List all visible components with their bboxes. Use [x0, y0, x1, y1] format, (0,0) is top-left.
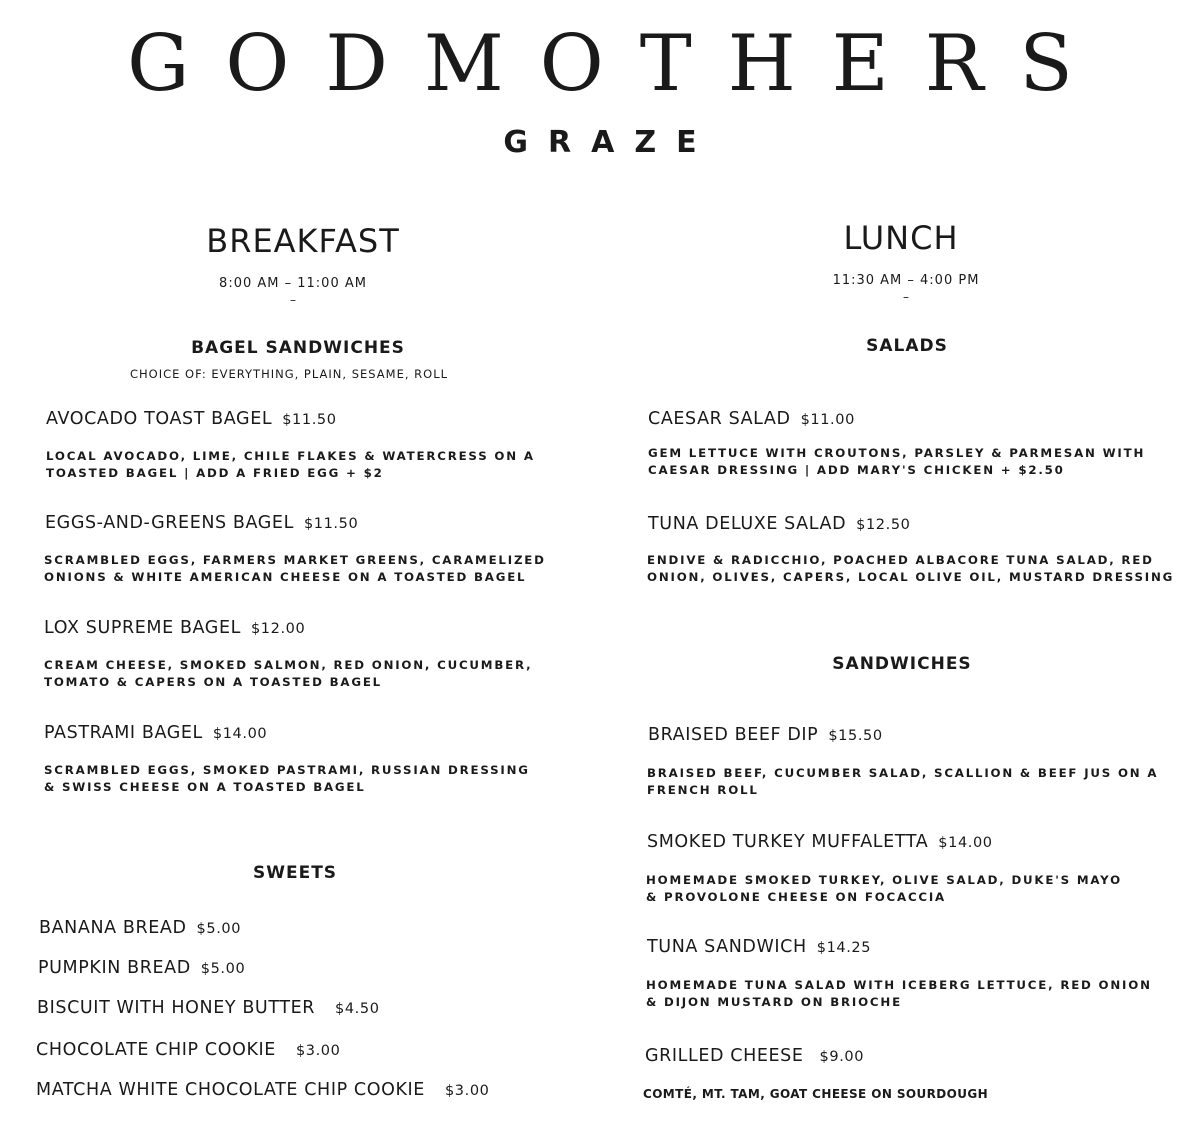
item-description-line: TOASTED BAGEL | ADD A FRIED EGG + $2	[46, 466, 384, 480]
menu-item-name	[44, 723, 267, 743]
item-description	[647, 765, 1158, 799]
item-price: $14.25	[816, 940, 872, 956]
item-price: $3.00	[444, 1083, 490, 1099]
menu-item-name	[648, 725, 883, 745]
item-description-line: ONION, OLIVES, CAPERS, LOCAL OLIVE OIL, MUSTARD DRESSING	[647, 570, 1175, 584]
item-name: BRAISED BEEF DIP	[648, 725, 819, 745]
item-price: $11.00	[800, 412, 855, 428]
item-name: PUMPKIN BREAD	[38, 958, 191, 978]
menu-item-name	[44, 618, 305, 638]
item-description-line: TOMATO & CAPERS ON A TOASTED BAGEL	[44, 675, 382, 689]
item-description-line: ONIONS & WHITE AMERICAN CHEESE ON A TOASTED BAGEL	[44, 570, 527, 584]
item-description-line: SCRAMBLED EGGS, SMOKED PASTRAMI, RUSSIAN DRESSING	[44, 763, 530, 777]
menu-item-name	[648, 409, 855, 429]
item-price: $3.00	[295, 1043, 341, 1059]
bagel-sandwiches-heading: BAGEL SANDWICHES	[191, 338, 405, 358]
sweet-item	[38, 958, 245, 978]
sweets-heading: SWEETS	[252, 863, 338, 883]
item-description-line: CREAM CHEESE, SMOKED SALMON, RED ONION, CUCUMBER,	[44, 658, 533, 672]
item-price: $9.00	[819, 1049, 865, 1065]
item-description-line: SCRAMBLED EGGS, FARMERS MARKET GREENS, CARAMELIZED	[44, 553, 546, 567]
item-description	[46, 448, 535, 482]
item-name: AVOCADO TOAST BAGEL	[46, 409, 273, 429]
restaurant-subtitle: GRAZE	[503, 125, 717, 160]
sweet-item	[36, 1080, 489, 1100]
item-description-line: ENDIVE & RADICCHIO, POACHED ALBACORE TUNA SALAD, RED	[647, 553, 1154, 567]
item-name: BISCUIT WITH HONEY BUTTER	[37, 998, 316, 1018]
menu-item-name	[647, 937, 871, 957]
item-price: $12.50	[856, 517, 911, 533]
item-name: PASTRAMI BAGEL	[44, 723, 203, 743]
sweet-item	[36, 1040, 340, 1060]
item-name: EGGS-AND-GREENS BAGEL	[45, 513, 294, 533]
item-name: TUNA SANDWICH	[647, 937, 807, 957]
breakfast-hours: 8:00 AM – 11:00 AM	[219, 276, 367, 291]
item-description	[44, 657, 532, 691]
item-price: $12.00	[250, 621, 306, 637]
item-price: $15.50	[828, 728, 883, 744]
item-description	[44, 762, 530, 796]
item-name: CAESAR SALAD	[648, 409, 791, 429]
item-name: MATCHA WHITE CHOCOLATE CHIP COOKIE	[36, 1080, 425, 1100]
item-description	[647, 552, 1174, 586]
salads-heading: SALADS	[866, 336, 948, 356]
item-description-line: & SWISS CHEESE ON A TOASTED BAGEL	[44, 780, 366, 794]
menu-item-name	[648, 514, 911, 534]
item-name: BANANA BREAD	[39, 918, 187, 938]
item-description-line: CAESAR DRESSING | ADD MARY'S CHICKEN + $2.50	[648, 463, 1065, 477]
item-description-line: COMTÉ, MT. TAM, GOAT CHEESE ON SOURDOUGH	[643, 1087, 989, 1101]
lunch-title: LUNCH	[843, 219, 959, 257]
sandwiches-heading: SANDWICHES	[832, 654, 972, 674]
item-description-line: LOCAL AVOCADO, LIME, CHILE FLAKES & WATERCRESS ON A	[46, 449, 535, 463]
breakfast-dash: –	[290, 293, 296, 307]
item-price: $5.00	[200, 961, 246, 977]
item-name: TUNA DELUXE SALAD	[648, 514, 847, 534]
sweet-item	[37, 998, 380, 1018]
menu-item-name	[647, 832, 993, 852]
item-description	[646, 872, 1122, 906]
item-description-line: HOMEMADE SMOKED TURKEY, OLIVE SALAD, DUKE'S MAYO	[646, 873, 1122, 887]
item-price: $4.50	[335, 1001, 380, 1017]
item-name: GRILLED CHEESE	[645, 1046, 804, 1066]
item-description-line: HOMEMADE TUNA SALAD WITH ICEBERG LETTUCE, RED ONION	[646, 978, 1152, 992]
item-name: SMOKED TURKEY MUFFALETTA	[647, 832, 929, 852]
sweet-item	[39, 918, 241, 938]
bagel-choice-note: CHOICE OF: EVERYTHING, PLAIN, SESAME, ROLL	[129, 367, 449, 381]
item-description-line: FRENCH ROLL	[647, 783, 759, 797]
item-price: $5.00	[196, 921, 242, 937]
item-description-line: GEM LETTUCE WITH CROUTONS, PARSLEY & PARMESAN WITH	[648, 446, 1146, 460]
breakfast-title: BREAKFAST	[206, 222, 400, 260]
restaurant-name: GODMOTHERS	[127, 19, 1109, 109]
item-description-line: & PROVOLONE CHEESE ON FOCACCIA	[646, 890, 946, 904]
menu-item-name	[645, 1046, 864, 1066]
item-description	[646, 977, 1152, 1011]
item-name: CHOCOLATE CHIP COOKIE	[36, 1040, 276, 1060]
item-price: $14.00	[938, 835, 993, 851]
item-price: $11.50	[303, 516, 359, 532]
menu-item-name	[45, 513, 358, 533]
item-description	[44, 552, 546, 586]
lunch-hours: 11:30 AM – 4:00 PM	[832, 273, 980, 288]
item-name: LOX SUPREME BAGEL	[44, 618, 241, 638]
item-description-line: & DIJON MUSTARD ON BRIOCHE	[646, 995, 902, 1009]
lunch-dash: –	[903, 290, 909, 304]
menu-item-name	[46, 409, 337, 429]
item-price: $14.00	[212, 726, 268, 742]
item-description-line: BRAISED BEEF, CUCUMBER SALAD, SCALLION & BEEF JUS ON A	[647, 766, 1159, 780]
item-price: $11.50	[282, 412, 337, 428]
item-description	[648, 445, 1145, 479]
